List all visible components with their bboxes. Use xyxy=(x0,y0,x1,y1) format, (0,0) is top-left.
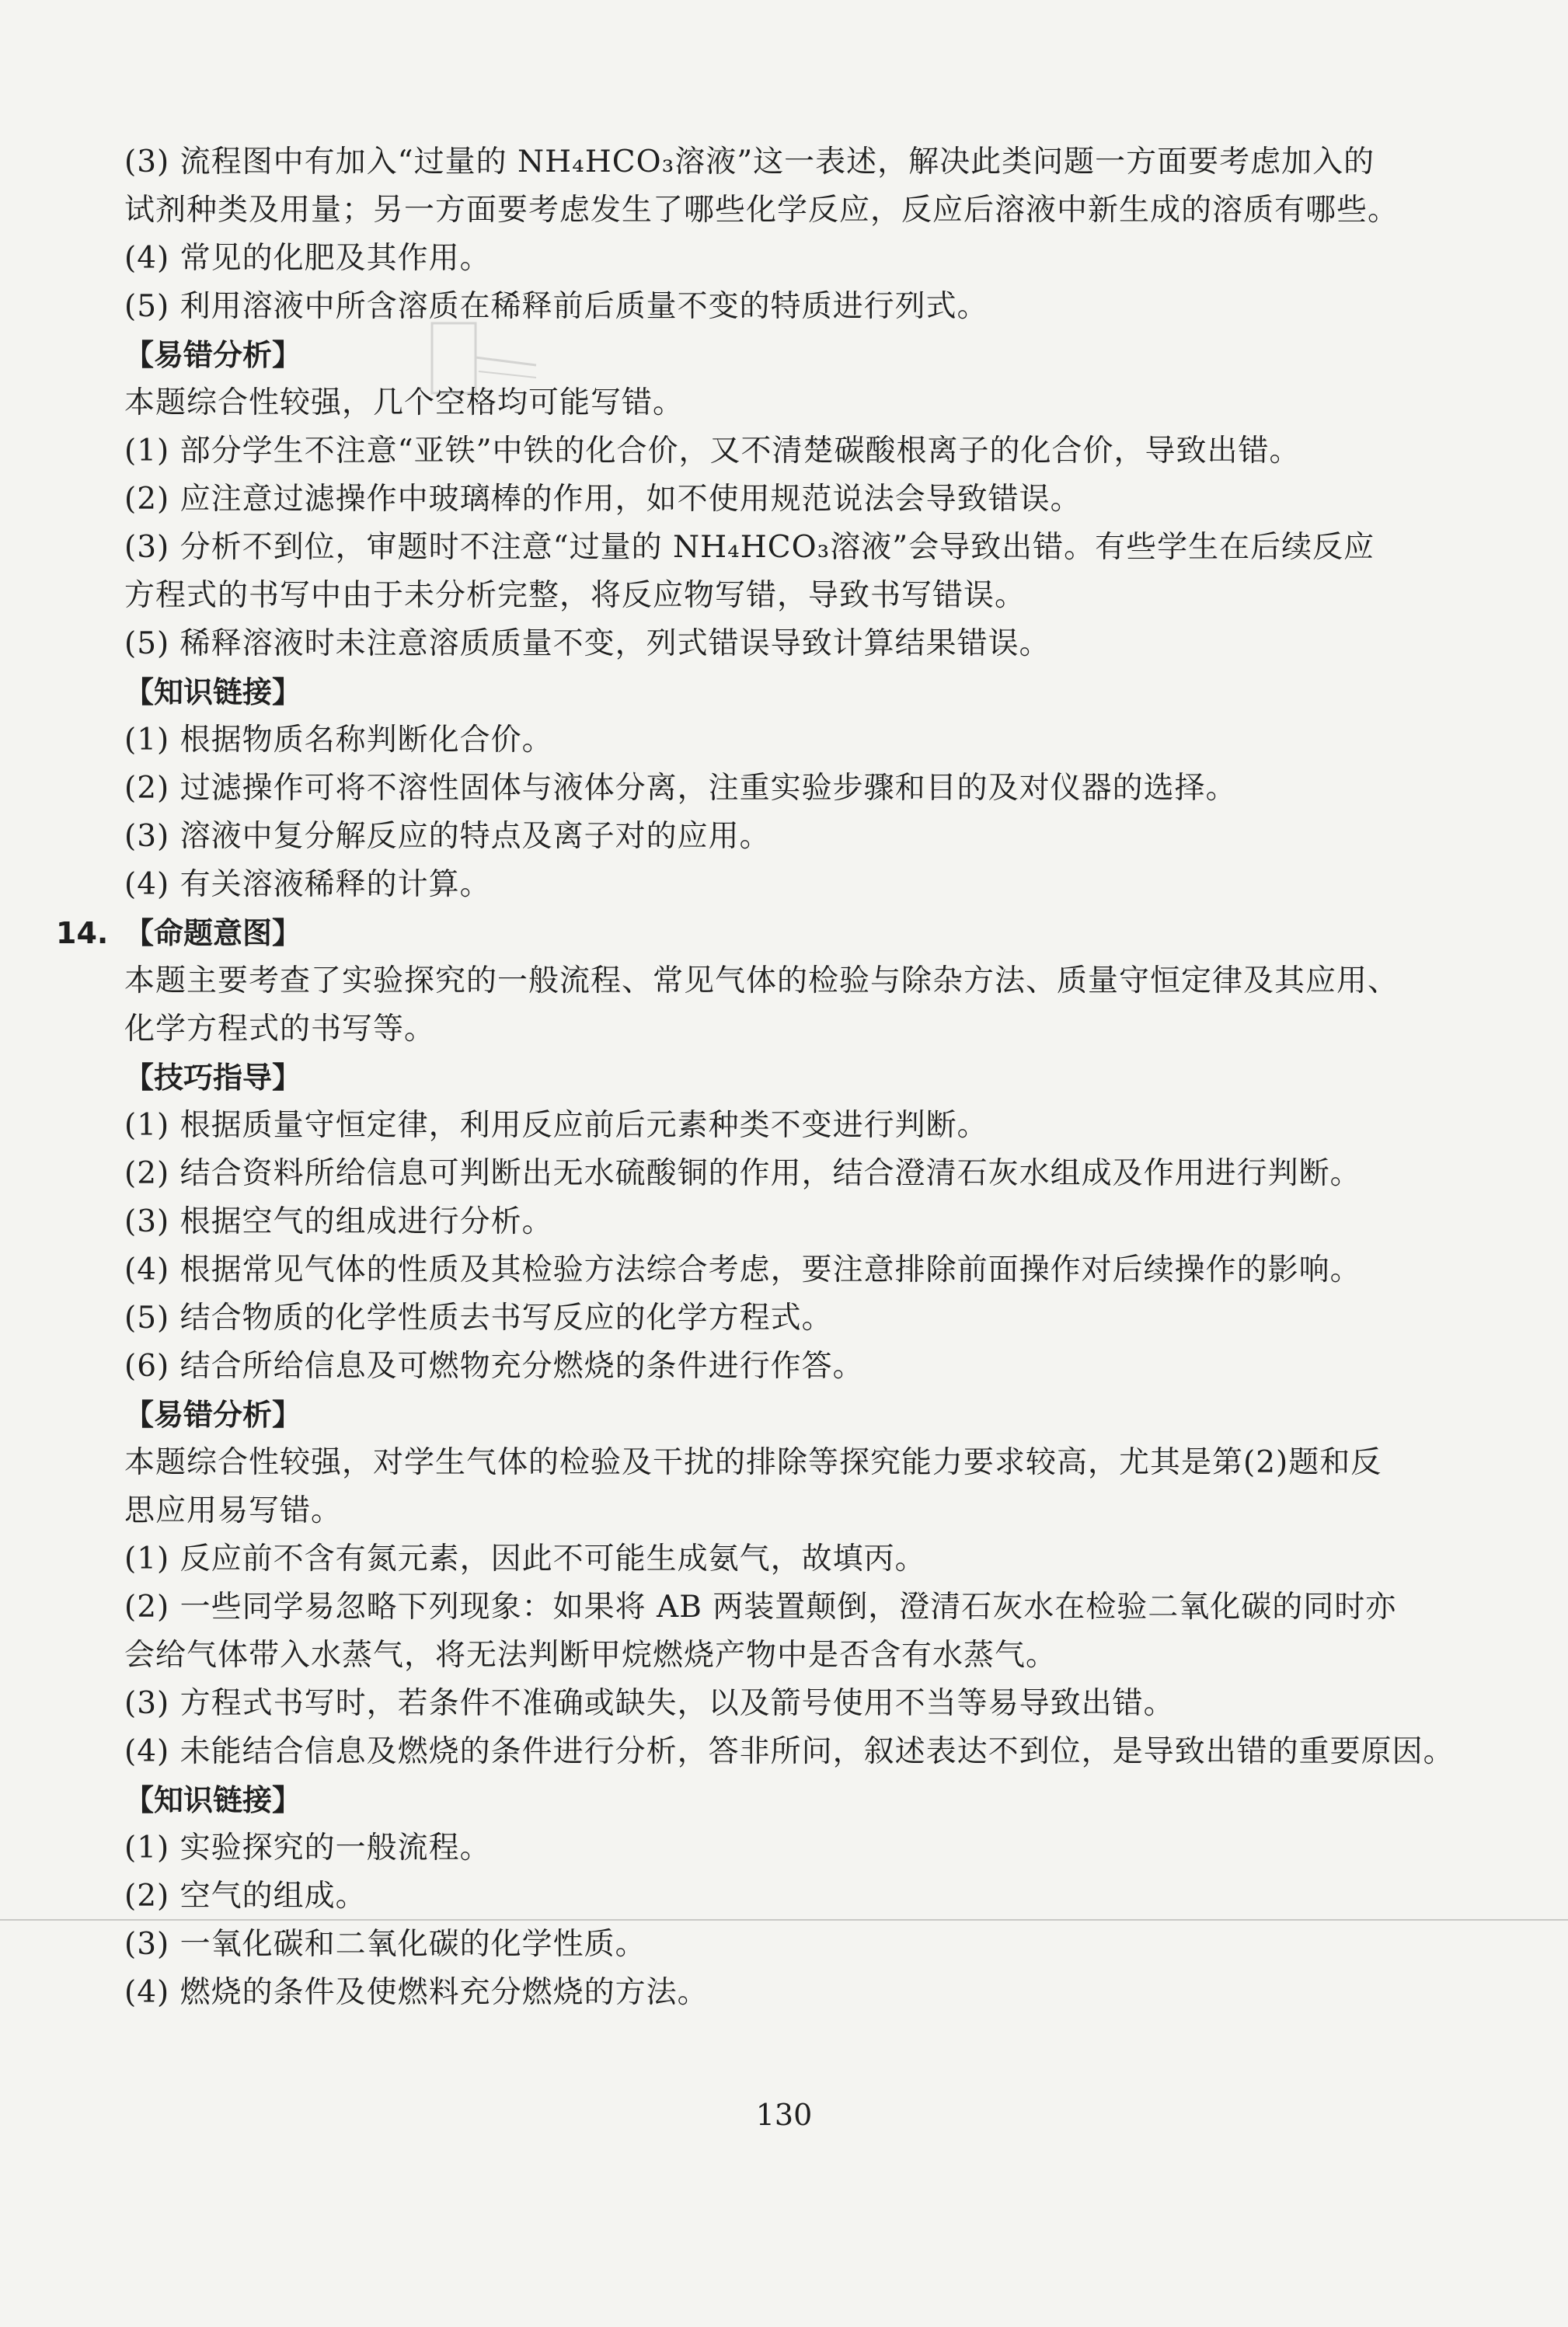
page-number: 130 xyxy=(755,2098,813,2132)
text-line: (3) 方程式书写时，若条件不准确或缺失，以及箭号使用不当等易导致出错。 xyxy=(124,1686,1175,1721)
text-line: 本题综合性较强，几个空格均可能写错。 xyxy=(124,385,685,420)
text-line: (1) 根据质量守恒定律，利用反应前后元素种类不变进行判断。 xyxy=(124,1108,988,1143)
text-line: (3) 溶液中复分解反应的特点及离子对的应用。 xyxy=(124,819,771,854)
question-14-header xyxy=(56,909,1445,957)
text-line: 本题综合性较强，对学生气体的检验及干扰的排除等探究能力要求较高，尤其是第(2)题和反 xyxy=(124,1445,1382,1480)
text-line: (2) 一些同学易忽略下列现象：如果将 AB 两装置颠倒，澄清石灰水在检验二氧化碳的同时亦 xyxy=(124,1590,1397,1625)
text-line: (1) 反应前不含有氮元素，因此不可能生成氨气，故填丙。 xyxy=(124,1541,926,1576)
text-line: 会给气体带入水蒸气，将无法判断甲烷燃烧产物中是否含有水蒸气。 xyxy=(124,1638,1058,1673)
section-heading-knowledge-link: 【知识链接】 xyxy=(124,1783,302,1817)
text-line: (1) 实验探究的一般流程。 xyxy=(124,1831,491,1865)
question-number: 14. xyxy=(56,916,109,950)
text-line: (3) 分析不到位，审题时不注意“过量的 NH₄HCO₃溶液”会导致出错。有些学生在后续反应 xyxy=(124,530,1375,565)
text-line: 试剂种类及用量；另一方面要考虑发生了哪些化学反应，反应后溶液中新生成的溶质有哪些。 xyxy=(124,193,1399,228)
text-line: (1) 根据物质名称判断化合价。 xyxy=(124,723,553,758)
section-heading-tips: 【技巧指导】 xyxy=(124,1061,302,1095)
text-line: (1) 部分学生不注意“亚铁”中铁的化合价，又不清楚碳酸根离子的化合价，导致出错。 xyxy=(124,434,1301,469)
main-content xyxy=(56,138,1455,2017)
text-line: (3) 一氧化碳和二氧化碳的化学性质。 xyxy=(124,1927,646,1962)
section-heading-intent: 【命题意图】 xyxy=(124,916,302,950)
section-heading-error-analysis: 【易错分析】 xyxy=(124,1398,302,1432)
text-line: (3) 流程图中有加入“过量的 NH₄HCO₃溶液”这一表述，解决此类问题一方面要考虑加入的 xyxy=(124,145,1375,179)
section-heading-error-analysis: 【易错分析】 xyxy=(124,338,302,372)
text-line: (2) 过滤操作可将不溶性固体与液体分离，注重实验步骤和目的及对仪器的选择。 xyxy=(124,771,1237,806)
text-line: (4) 燃烧的条件及使燃料充分燃烧的方法。 xyxy=(124,1975,709,2010)
text-line: (2) 空气的组成。 xyxy=(124,1879,367,1914)
text-line: (4) 根据常见气体的性质及其检验方法综合考虑，要注意排除前面操作对后续操作的影响。 xyxy=(124,1252,1361,1287)
text-line: (5) 稀释溶液时未注意溶质质量不变，列式错误导致计算结果错误。 xyxy=(124,626,1051,661)
text-line: (6) 结合所给信息及可燃物充分燃烧的条件进行作答。 xyxy=(124,1349,864,1384)
text-line: 本题主要考查了实验探究的一般流程、常见气体的检验与除杂方法、质量守恒定律及其应用、 xyxy=(124,963,1399,998)
section-heading-knowledge-link: 【知识链接】 xyxy=(124,675,302,709)
fold-divider xyxy=(0,1919,1568,1921)
text-line: (2) 结合资料所给信息可判断出无水硫酸铜的作用，结合澄清石灰水组成及作用进行判断。 xyxy=(124,1156,1361,1191)
text-line: (4) 常见的化肥及其作用。 xyxy=(124,241,491,276)
text-line: (4) 未能结合信息及燃烧的条件进行分析，答非所问，叙述表达不到位，是导致出错的重要原因。 xyxy=(124,1734,1455,1769)
text-line: (2) 应注意过滤操作中玻璃棒的作用，如不使用规范说法会导致错误。 xyxy=(124,482,1082,517)
text-line: 化学方程式的书写等。 xyxy=(124,1012,436,1047)
text-line: 方程式的书写中由于未分析完整，将反应物写错，导致书写错误。 xyxy=(124,578,1026,613)
text-line: (4) 有关溶液稀释的计算。 xyxy=(124,867,491,902)
text-line: (5) 利用溶液中所含溶质在稀释前后质量不变的特质进行列式。 xyxy=(124,289,988,324)
text-line: 思应用易写错。 xyxy=(124,1493,343,1528)
text-line: (3) 根据空气的组成进行分析。 xyxy=(124,1204,553,1239)
text-line: (5) 结合物质的化学性质去书写反应的化学方程式。 xyxy=(124,1301,833,1336)
